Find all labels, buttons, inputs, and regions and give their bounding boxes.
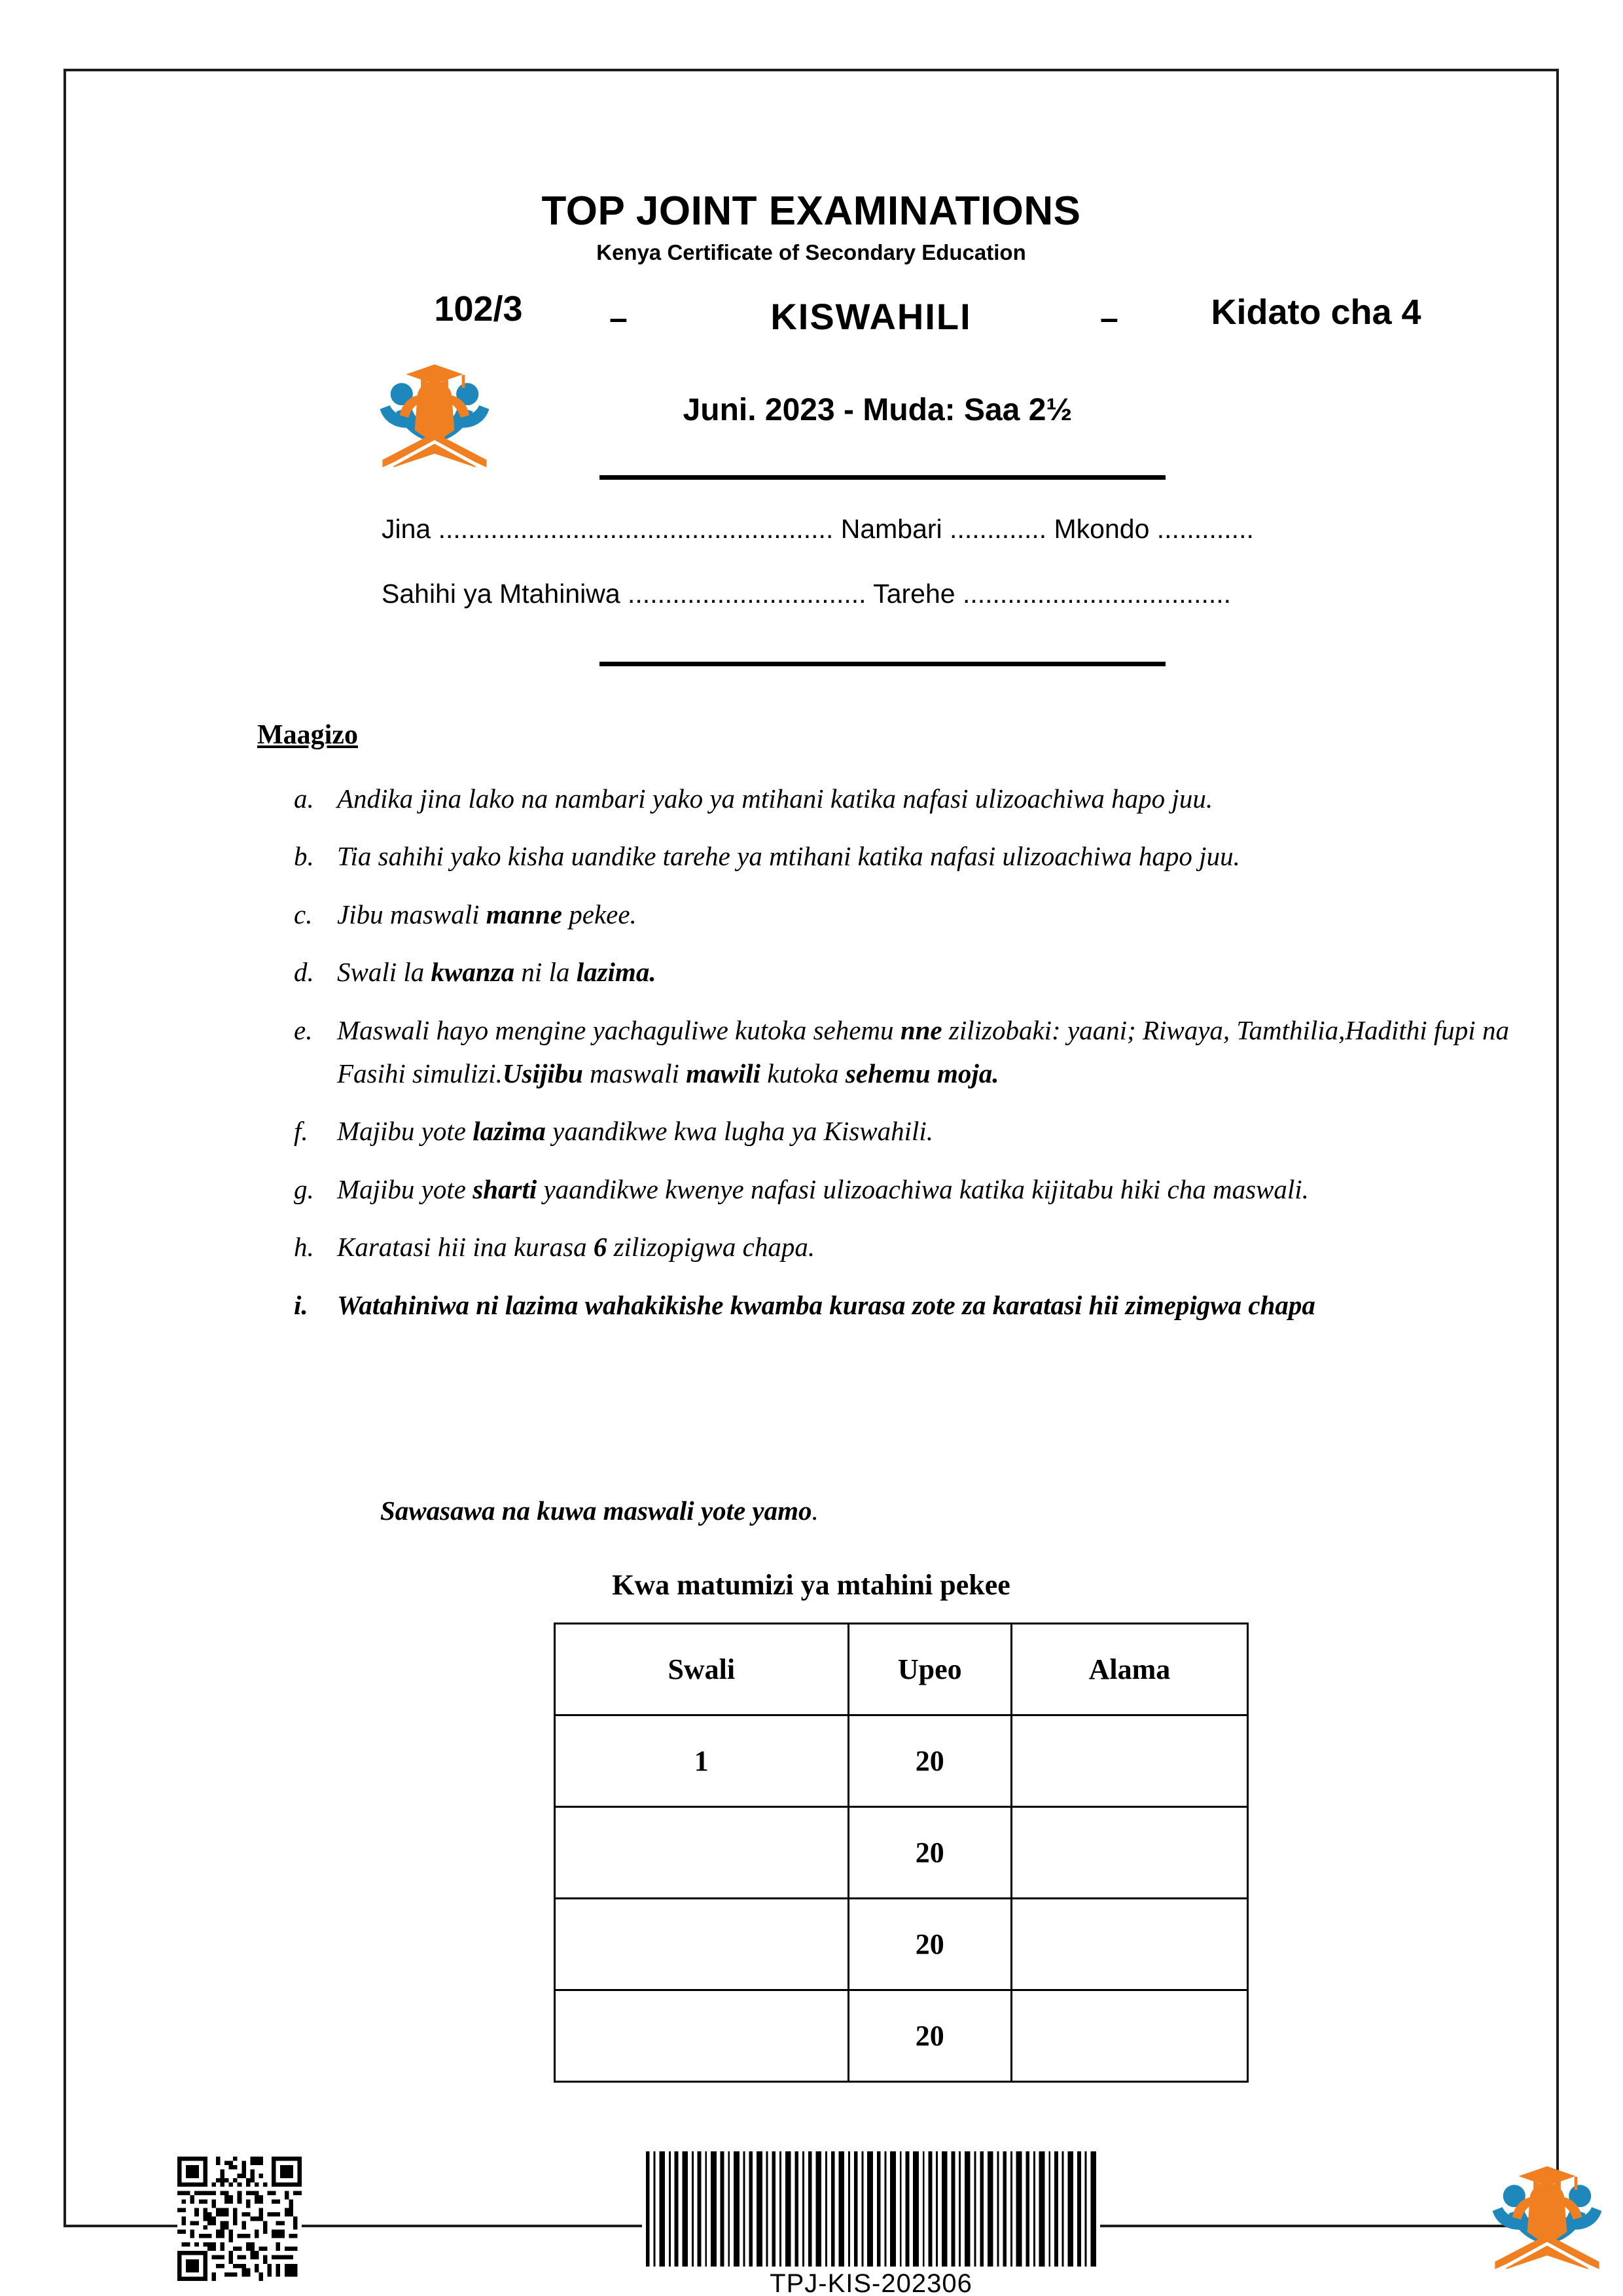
instructions-list	[294, 777, 1511, 1341]
instruction-marker: h.	[294, 1232, 314, 1263]
instruction-text: Tia sahihi yako kisha uandike tarehe ya mtihani katika nafasi ulizoachiwa hapo juu.	[337, 841, 1240, 872]
examiner-marks-table	[554, 1623, 1249, 2083]
candidate-name-number-stream-field[interactable]: Jina ..................................................... Nambari ............. Mkondo .............	[382, 514, 1254, 544]
instruction-marker: i.	[294, 1289, 308, 1320]
instruction-item-g	[294, 1168, 1511, 1211]
instruction-marker: d.	[294, 957, 314, 988]
instruction-item-b	[294, 834, 1511, 878]
cell-alama[interactable]	[1011, 1715, 1247, 1807]
instruction-text: Maswali hayo mengine yachaguliwe kutoka sehemu nne zilizobaki: yaani; Riwaya, Tamthilia,Hadithi fupi na Fasihi simulizi.Usijibu maswali mawili kutoka sehemu moja.	[337, 1014, 1509, 1089]
header-dash-left: –	[609, 300, 628, 336]
cell-alama[interactable]	[1011, 1899, 1247, 1990]
column-header-alama: Alama	[1011, 1624, 1247, 1715]
cell-swali	[555, 1899, 849, 1990]
instruction-text: Majibu yote lazima yaandikwe kwa lugha ya Kiswahili.	[337, 1116, 934, 1147]
page-border-frame	[63, 69, 1559, 2296]
cell-alama[interactable]	[1011, 1990, 1247, 2082]
instruction-text: Jibu maswali manne pekee.	[337, 899, 637, 929]
cell-upeo: 20	[848, 1807, 1011, 1899]
instruction-text: Karatasi hii ina kurasa 6 zilizopigwa chapa.	[337, 1232, 815, 1263]
instruction-marker: g.	[294, 1174, 314, 1204]
candidate-signature-date-field[interactable]: Sahihi ya Mtahiniwa ................................ Tarehe ....................................	[382, 579, 1232, 609]
barcode-label: TPJ-KIS-202306	[770, 2269, 972, 2296]
cell-upeo: 20	[848, 1899, 1011, 1990]
table-row	[555, 1899, 1248, 1990]
instructions-heading: Maagizo	[257, 720, 358, 750]
cell-swali	[555, 1807, 849, 1899]
closing-text: Sawasawa na kuwa maswali yote yamo	[380, 1496, 812, 1526]
paper-code: 102/3	[434, 289, 523, 329]
instruction-item-e	[294, 1009, 1511, 1096]
table-row	[555, 1807, 1248, 1899]
cell-swali: 1	[555, 1715, 849, 1807]
form-level: Kidato cha 4	[1211, 293, 1421, 332]
column-header-upeo: Upeo	[848, 1624, 1011, 1715]
instruction-item-c	[294, 893, 1511, 936]
institution-logo-icon	[372, 350, 497, 467]
table-header-row	[555, 1624, 1248, 1715]
instruction-marker: e.	[294, 1014, 313, 1045]
instruction-marker: b.	[294, 841, 314, 872]
instruction-item-f	[294, 1109, 1511, 1153]
instruction-marker: f.	[294, 1116, 308, 1147]
exam-date-duration: Juni. 2023 - Muda: Saa 2½	[683, 393, 1073, 427]
cell-swali	[555, 1990, 849, 2082]
table-row	[555, 1990, 1248, 2082]
barcode-icon	[642, 2151, 1100, 2267]
certificate-subtitle: Kenya Certificate of Secondary Education	[596, 240, 1026, 264]
examination-board-title: TOP JOINT EXAMINATIONS	[541, 188, 1081, 234]
cell-upeo: 20	[848, 1715, 1011, 1807]
institution-logo-footer-icon	[1485, 2151, 1609, 2269]
header-rule-top	[599, 475, 1166, 480]
qr-code-icon	[177, 2157, 302, 2281]
header-dash-right: –	[1100, 300, 1118, 336]
barcode-container	[642, 2151, 1100, 2296]
instruction-marker: c.	[294, 899, 313, 929]
cell-upeo: 20	[848, 1990, 1011, 2082]
instruction-text: Watahiniwa ni lazima wahakikishe kwamba kurasa zote za karatasi hii zimepigwa chapa	[337, 1289, 1315, 1320]
instruction-text: Andika jina lako na nambari yako ya mtihani katika nafasi ulizoachiwa hapo juu.	[337, 783, 1213, 814]
header-rule-bottom	[599, 662, 1166, 666]
table-row	[555, 1715, 1248, 1807]
instruction-item-d	[294, 950, 1511, 994]
instruction-text: Majibu yote sharti yaandikwe kwenye nafasi ulizoachiwa katika kijitabu hiki cha maswali.	[337, 1174, 1309, 1204]
instruction-item-a	[294, 777, 1511, 820]
subject-name: KISWAHILI	[770, 296, 972, 337]
column-header-swali: Swali	[555, 1624, 849, 1715]
closing-period: .	[812, 1496, 819, 1526]
instruction-marker: a.	[294, 783, 314, 814]
marks-table-caption: Kwa matumizi ya mtahini pekee	[612, 1569, 1010, 1601]
cell-alama[interactable]	[1011, 1807, 1247, 1899]
instruction-item-h	[294, 1225, 1511, 1268]
instruction-text: Swali la kwanza ni la lazima.	[337, 957, 656, 988]
instruction-item-i	[294, 1283, 1511, 1327]
instructions-closing-note	[380, 1495, 819, 1526]
